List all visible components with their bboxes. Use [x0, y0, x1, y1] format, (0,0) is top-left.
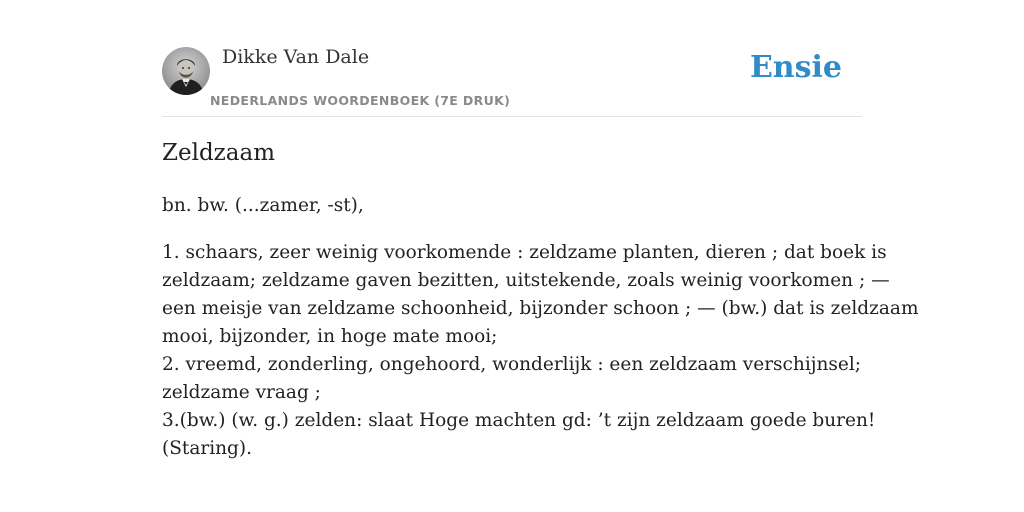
entry-definition [162, 239, 919, 463]
definition-line: 2. vreemd, zonderling, ongehoord, wonderlijk : een zeldzaam verschijnsel; [162, 354, 861, 375]
source-link[interactable]: NEDERLANDS WOORDENBOEK (7E DRUK) [210, 93, 511, 108]
entry-header [162, 0, 862, 117]
definition-line: 3.(bw.) (w. g.) zelden: slaat Hoge machten gd: ’t zijn zeldzaam goede buren! [162, 410, 876, 431]
author-name-link[interactable]: Dikke Van Dale [222, 46, 370, 68]
ensie-logo-link[interactable]: Ensie [749, 50, 842, 85]
definition-line: zeldzaam; zeldzame gaven bezitten, uitstekende, zoals weinig voorkomen ; — [162, 270, 890, 291]
entry-title: Zeldzaam [162, 140, 276, 166]
entry-card [162, 0, 919, 459]
definition-line: 1. schaars, zeer weinig voorkomende : zeldzame planten, dieren ; dat boek is [162, 242, 887, 263]
author-avatar[interactable] [162, 47, 210, 95]
definition-line: mooi, bijzonder, in hoge mate mooi; [162, 326, 498, 347]
definition-line: een meisje van zeldzame schoonheid, bijzonder schoon ; — (bw.) dat is zeldzaam [162, 298, 919, 319]
definition-line: zeldzame vraag ; [162, 382, 321, 403]
entry-grammar: bn. bw. (...zamer, -st), [162, 195, 364, 216]
definition-line: (Staring). [162, 438, 252, 459]
